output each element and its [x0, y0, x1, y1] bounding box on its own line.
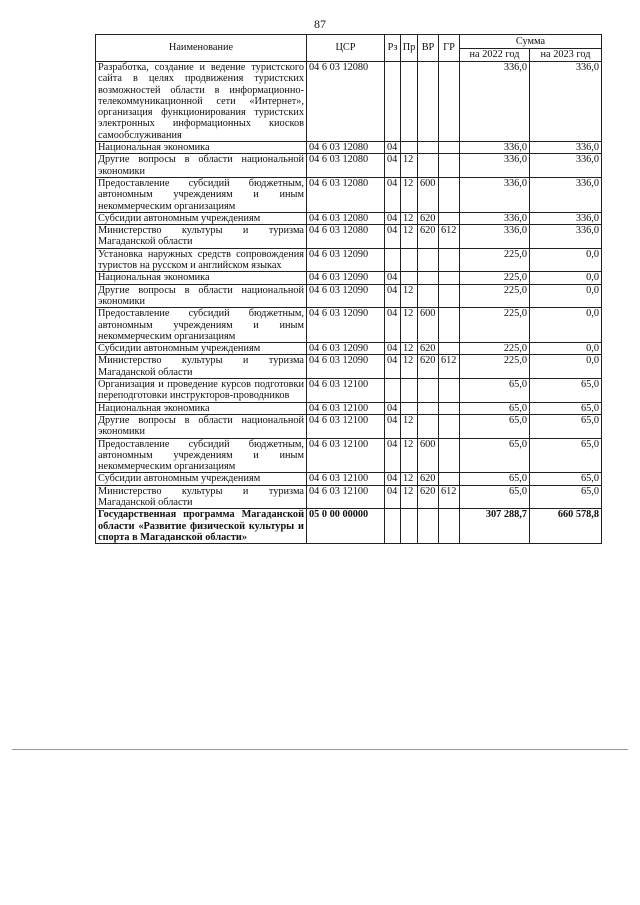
header-gr: ГР	[439, 35, 460, 62]
cell-name: Министерство культуры и туризма Магаданской области	[96, 485, 307, 509]
cell-sum-2023: 65,0	[530, 485, 602, 509]
cell-name: Государственная программа Магаданской области «Развитие физической культуры и спорта в Магаданской области»	[96, 509, 307, 544]
cell-gr	[439, 284, 460, 308]
cell-csr: 05 0 00 00000	[307, 509, 385, 544]
table-row	[96, 355, 602, 379]
cell-sum-2023: 65,0	[530, 414, 602, 438]
cell-csr: 04 6 03 12100	[307, 438, 385, 473]
cell-name: Установка наружных средств сопровождения туристов на русском и английском языках	[96, 248, 307, 272]
cell-rz: 04	[385, 414, 401, 438]
cell-gr: 612	[439, 485, 460, 509]
cell-pr: 12	[401, 225, 418, 249]
cell-sum-2022: 65,0	[460, 473, 530, 485]
header-pr: Пр	[401, 35, 418, 62]
cell-sum-2023: 660 578,8	[530, 509, 602, 544]
table-row	[96, 414, 602, 438]
cell-sum-2022: 225,0	[460, 308, 530, 343]
cell-sum-2023: 336,0	[530, 142, 602, 154]
cell-gr	[439, 438, 460, 473]
cell-sum-2022: 336,0	[460, 225, 530, 249]
cell-name: Национальная экономика	[96, 402, 307, 414]
cell-vr	[418, 154, 439, 178]
cell-rz: 04	[385, 272, 401, 284]
cell-rz: 04	[385, 177, 401, 212]
cell-csr: 04 6 03 12080	[307, 225, 385, 249]
footer-rule	[12, 749, 628, 750]
cell-csr: 04 6 03 12090	[307, 343, 385, 355]
cell-rz	[385, 509, 401, 544]
cell-sum-2023: 0,0	[530, 355, 602, 379]
cell-vr	[418, 414, 439, 438]
cell-csr: 04 6 03 12080	[307, 154, 385, 178]
cell-pr	[401, 248, 418, 272]
cell-name: Национальная экономика	[96, 142, 307, 154]
cell-pr	[401, 379, 418, 403]
cell-rz: 04	[385, 402, 401, 414]
cell-sum-2022: 65,0	[460, 485, 530, 509]
table-row	[96, 402, 602, 414]
header-sum: Сумма	[460, 35, 602, 49]
cell-gr	[439, 414, 460, 438]
cell-vr	[418, 284, 439, 308]
cell-rz: 04	[385, 473, 401, 485]
cell-vr: 620	[418, 355, 439, 379]
cell-csr: 04 6 03 12080	[307, 212, 385, 224]
cell-name: Субсидии автономным учреждениям	[96, 473, 307, 485]
cell-gr	[439, 177, 460, 212]
cell-rz: 04	[385, 225, 401, 249]
cell-sum-2022: 336,0	[460, 142, 530, 154]
cell-vr: 600	[418, 438, 439, 473]
cell-csr: 04 6 03 12100	[307, 473, 385, 485]
cell-name: Субсидии автономным учреждениям	[96, 343, 307, 355]
cell-vr: 600	[418, 308, 439, 343]
cell-csr: 04 6 03 12100	[307, 402, 385, 414]
cell-gr	[439, 402, 460, 414]
table-row	[96, 343, 602, 355]
cell-rz: 04	[385, 438, 401, 473]
cell-name: Предоставление субсидий бюджетным, автономным учреждениям и иным некоммерческим организациям	[96, 438, 307, 473]
table-row	[96, 154, 602, 178]
header-csr: ЦСР	[307, 35, 385, 62]
cell-sum-2022: 65,0	[460, 379, 530, 403]
cell-gr	[439, 62, 460, 142]
page-number: 87	[314, 17, 326, 31]
cell-csr: 04 6 03 12090	[307, 308, 385, 343]
cell-sum-2023: 336,0	[530, 154, 602, 178]
cell-sum-2022: 225,0	[460, 272, 530, 284]
cell-sum-2022: 336,0	[460, 62, 530, 142]
cell-vr: 620	[418, 473, 439, 485]
cell-pr: 12	[401, 343, 418, 355]
cell-sum-2023: 0,0	[530, 284, 602, 308]
cell-gr	[439, 473, 460, 485]
cell-vr: 620	[418, 225, 439, 249]
cell-sum-2023: 0,0	[530, 272, 602, 284]
cell-sum-2023: 336,0	[530, 212, 602, 224]
cell-csr: 04 6 03 12080	[307, 142, 385, 154]
cell-sum-2023: 65,0	[530, 438, 602, 473]
cell-gr	[439, 142, 460, 154]
cell-sum-2023: 336,0	[530, 62, 602, 142]
cell-name: Организация и проведение курсов подготовки переподготовки инструкторов-проводников	[96, 379, 307, 403]
cell-pr: 12	[401, 177, 418, 212]
cell-gr: 612	[439, 225, 460, 249]
cell-gr	[439, 343, 460, 355]
cell-sum-2022: 336,0	[460, 212, 530, 224]
table-row	[96, 248, 602, 272]
cell-csr: 04 6 03 12100	[307, 379, 385, 403]
cell-sum-2022: 65,0	[460, 414, 530, 438]
cell-sum-2023: 336,0	[530, 225, 602, 249]
cell-gr: 612	[439, 355, 460, 379]
table-row	[96, 379, 602, 403]
cell-pr: 12	[401, 473, 418, 485]
cell-pr	[401, 272, 418, 284]
cell-pr: 12	[401, 355, 418, 379]
table-row	[96, 509, 602, 544]
table-row	[96, 225, 602, 249]
cell-name: Предоставление субсидий бюджетным, автономным учреждениям и иным некоммерческим организациям	[96, 308, 307, 343]
cell-rz: 04	[385, 485, 401, 509]
cell-csr: 04 6 03 12080	[307, 177, 385, 212]
cell-gr	[439, 212, 460, 224]
cell-gr	[439, 308, 460, 343]
cell-rz: 04	[385, 343, 401, 355]
cell-sum-2022: 225,0	[460, 248, 530, 272]
header-year-2023: на 2023 год	[530, 49, 602, 62]
cell-sum-2023: 0,0	[530, 343, 602, 355]
cell-csr: 04 6 03 12090	[307, 272, 385, 284]
cell-vr	[418, 272, 439, 284]
cell-pr	[401, 142, 418, 154]
header-rz: Рз	[385, 35, 401, 62]
table-row	[96, 473, 602, 485]
cell-rz: 04	[385, 355, 401, 379]
cell-sum-2022: 307 288,7	[460, 509, 530, 544]
cell-pr	[401, 62, 418, 142]
cell-vr: 620	[418, 212, 439, 224]
table-row	[96, 142, 602, 154]
cell-rz: 04	[385, 308, 401, 343]
table-row	[96, 212, 602, 224]
cell-name: Разработка, создание и ведение туристского сайта в целях продвижения туристских возможностей области в информационно-телекоммуникационной сети «Интернет», организация функционирования туристских электронных информационных киосков самообслуживания	[96, 62, 307, 142]
cell-name: Другие вопросы в области национальной экономики	[96, 414, 307, 438]
cell-sum-2022: 225,0	[460, 284, 530, 308]
cell-csr: 04 6 03 12090	[307, 248, 385, 272]
header-name: Наименование	[96, 35, 307, 62]
cell-sum-2023: 65,0	[530, 402, 602, 414]
cell-sum-2022: 65,0	[460, 402, 530, 414]
cell-vr	[418, 379, 439, 403]
cell-vr	[418, 248, 439, 272]
cell-pr: 12	[401, 414, 418, 438]
table-row	[96, 438, 602, 473]
cell-csr: 04 6 03 12100	[307, 414, 385, 438]
cell-vr: 600	[418, 177, 439, 212]
cell-sum-2022: 225,0	[460, 343, 530, 355]
cell-pr	[401, 509, 418, 544]
table-row	[96, 272, 602, 284]
cell-pr	[401, 402, 418, 414]
cell-sum-2023: 0,0	[530, 308, 602, 343]
cell-name: Другие вопросы в области национальной экономики	[96, 154, 307, 178]
cell-rz: 04	[385, 212, 401, 224]
table-row	[96, 485, 602, 509]
cell-rz	[385, 62, 401, 142]
cell-sum-2022: 336,0	[460, 154, 530, 178]
cell-pr: 12	[401, 284, 418, 308]
cell-sum-2023: 0,0	[530, 248, 602, 272]
cell-gr	[439, 509, 460, 544]
table-row	[96, 62, 602, 142]
cell-sum-2022: 225,0	[460, 355, 530, 379]
cell-rz: 04	[385, 284, 401, 308]
cell-name: Другие вопросы в области национальной экономики	[96, 284, 307, 308]
cell-csr: 04 6 03 12100	[307, 485, 385, 509]
cell-pr: 12	[401, 154, 418, 178]
header-vr: ВР	[418, 35, 439, 62]
cell-name: Предоставление субсидий бюджетным, автономным учреждениям и иным некоммерческим организациям	[96, 177, 307, 212]
cell-pr: 12	[401, 485, 418, 509]
cell-csr: 04 6 03 12090	[307, 284, 385, 308]
budget-table	[95, 34, 602, 544]
cell-rz: 04	[385, 142, 401, 154]
cell-vr	[418, 142, 439, 154]
cell-csr: 04 6 03 12080	[307, 62, 385, 142]
cell-name: Министерство культуры и туризма Магаданской области	[96, 355, 307, 379]
cell-rz	[385, 379, 401, 403]
table-body	[96, 62, 602, 544]
cell-sum-2023: 65,0	[530, 473, 602, 485]
cell-name: Национальная экономика	[96, 272, 307, 284]
table-row	[96, 284, 602, 308]
cell-rz: 04	[385, 154, 401, 178]
cell-vr	[418, 402, 439, 414]
cell-sum-2022: 336,0	[460, 177, 530, 212]
cell-vr: 620	[418, 343, 439, 355]
cell-pr: 12	[401, 308, 418, 343]
cell-sum-2022: 65,0	[460, 438, 530, 473]
cell-vr	[418, 62, 439, 142]
cell-vr: 620	[418, 485, 439, 509]
cell-vr	[418, 509, 439, 544]
cell-rz	[385, 248, 401, 272]
cell-name: Министерство культуры и туризма Магаданской области	[96, 225, 307, 249]
table-row	[96, 177, 602, 212]
cell-sum-2023: 65,0	[530, 379, 602, 403]
cell-gr	[439, 272, 460, 284]
cell-gr	[439, 379, 460, 403]
header-year-2022: на 2022 год	[460, 49, 530, 62]
cell-pr: 12	[401, 212, 418, 224]
cell-csr: 04 6 03 12090	[307, 355, 385, 379]
cell-gr	[439, 248, 460, 272]
cell-sum-2023: 336,0	[530, 177, 602, 212]
cell-gr	[439, 154, 460, 178]
table-row	[96, 308, 602, 343]
cell-name: Субсидии автономным учреждениям	[96, 212, 307, 224]
cell-pr: 12	[401, 438, 418, 473]
